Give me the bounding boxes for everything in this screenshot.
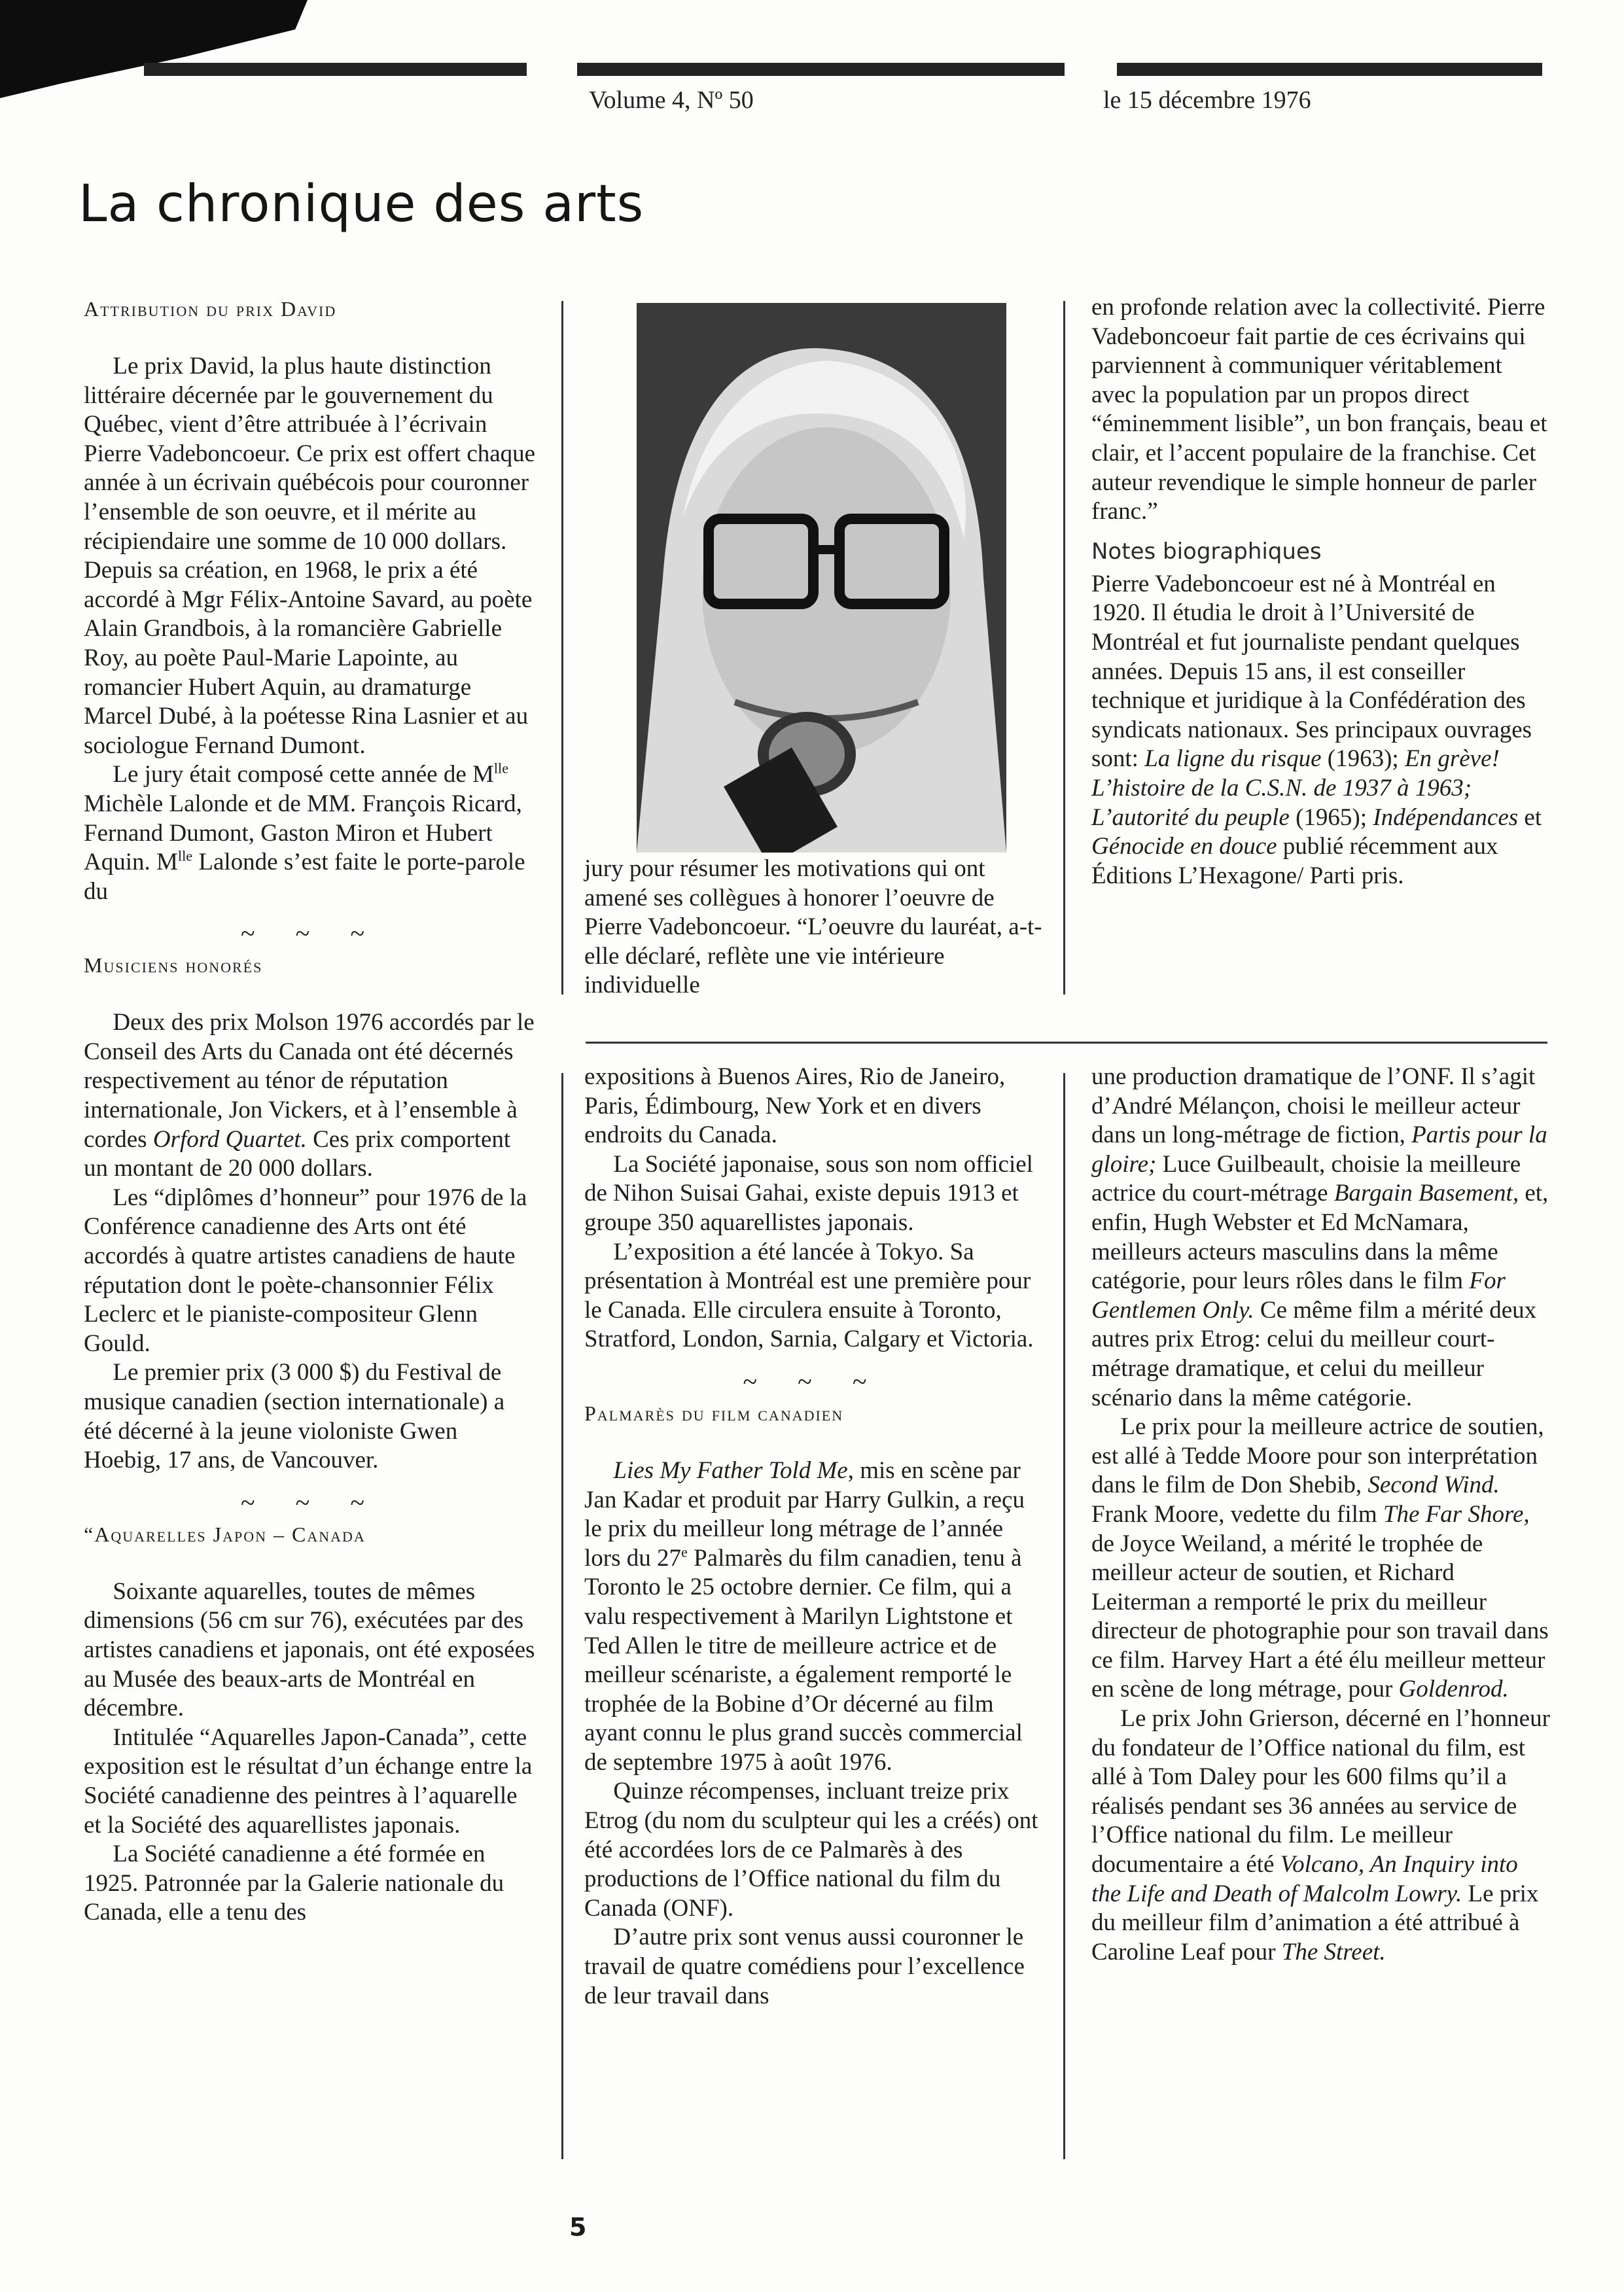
header-rule [144, 63, 527, 76]
section-heading: Palmarès du film canadien [584, 1401, 844, 1425]
page-number: 5 [569, 2213, 587, 2242]
column-divider [1063, 301, 1065, 995]
header-rule [577, 63, 1065, 76]
scan-corner-shadow [0, 0, 308, 98]
column-1 [84, 294, 538, 1928]
paragraph: L’exposition a été lancée à Tokyo. Sa présentation à Montréal est une première pour le Canada. Elle circulera ensuite à Toronto, Stratford, London, Sarnia, Calgary et Victoria. [584, 1238, 1034, 1353]
section-heading: “Aquarelles Japon – Canada [84, 1522, 366, 1546]
paragraph: D’autre prix sont venus aussi couronner le travail de quatre comédiens pour l’excellence de leur travail dans [584, 1924, 1025, 2009]
paragraph: Le prix John Grierson, décerné en l’honneur du fondateur de l’Office national du film, est allé à Tom Daley pour les 600 films qu’il a réalisés pendant ses 36 années au service de l’Office national du film. Le meilleur documentaire a été Volcano, An Inquiry into the Life and Death of Malcolm Lowry. Le prix du meilleur film d’animation a été attribué à Caroline Leaf pour The Street. [1091, 1705, 1550, 1966]
paragraph: une production dramatique de l’ONF. Il s’agit d’André Mélançon, choisi le meilleur acteur dans un long-métrage de fiction, Partis pour la gloire; Luce Guilbeault, choisie la meilleure actrice du court-métrage Bargain Basement, et, enfin, Hugh Webster et Ed McNamara, meilleurs acteurs masculins dans la même catégorie, pour leurs rôles dans le film For Gentlemen Only. Ce même film a mérité deux autres prix Etrog: celui du meilleur court-métrage dramatique, et celui du meilleur scénario dans la même catégorie. [1091, 1063, 1549, 1411]
section-ornament: ~ ~ ~ [241, 919, 381, 949]
section-divider [586, 1042, 1547, 1044]
paragraph: expositions à Buenos Aires, Rio de Janeiro, Paris, Édimbourg, New York et en divers endroits du Canada. [584, 1063, 1006, 1149]
column-divider [561, 301, 563, 995]
paragraph: Lies My Father Told Me, mis en scène par Jan Kadar et produit par Harry Gulkin, a reçu le prix du meilleur long métrage de l’année lors du 27e Palmarès du film canadien, tenu à Toronto le 25 octobre dernier. Ce film, qui a valu respectivement à Marilyn Lightstone et Ted Allen le titre de meilleure actrice et de meilleur scénariste, a également remporté le trophée de la Bobine d’Or décerné au film ayant connu le plus grand succès commercial de septembre 1975 à août 1976. [584, 1456, 1025, 1776]
paragraph: Intitulée “Aquarelles Japon-Canada”, cette exposition est le résultat d’un échange entre la Société canadienne des peintres à l’aquarelle et la Société des aquarellistes japonais. [84, 1723, 533, 1839]
paragraph: Quinze récompenses, incluant treize prix Etrog (du nom du sculpteur qui les a créés) ont été accordées lors de ce Palmarès à des productions de l’Office national du film du Canada (ONF). [584, 1778, 1038, 1922]
page-title: La chronique des arts [79, 175, 644, 234]
paragraph: en profonde relation avec la collectivité. Pierre Vadeboncoeur fait partie de ces écrivains qui parviennent à communiquer véritablement avec la population par un propos direct “éminemment lisible”, un bon français, beau et clair, et l’accent populaire de la franchise. Cet auteur revendique le simple honneur de parler franc.” [1091, 294, 1547, 525]
column-3-top [1091, 293, 1551, 890]
section-ornament: ~ ~ ~ [743, 1366, 884, 1396]
portrait-photo-icon [637, 303, 1006, 853]
column-divider [1063, 1073, 1065, 2159]
volume-number: Volume 4, Nº 50 [589, 86, 754, 114]
column-divider [561, 1073, 563, 2159]
section-ornament: ~ ~ ~ [241, 1487, 381, 1517]
header-rule [1117, 63, 1542, 76]
column-2-bottom [584, 1063, 1042, 2011]
issue-date: le 15 décembre 1976 [1103, 86, 1311, 114]
paragraph: jury pour résumer les motivations qui ont amené ses collègues à honorer l’oeuvre de Pierre Vadeboncoeur. “L’oeuvre du lauréat, a-t-elle déclaré, reflète une vie intérieure individuelle [584, 855, 1042, 999]
paragraph: Le prix David, la plus haute distinction littéraire décernée par le gouvernement du Québec, vient d’être attribuée à l’écrivain Pierre Vadeboncoeur. Ce prix est offert chaque année à un écrivain québécois pour couronner l’ensemble de son oeuvre, et il mérite au récipiendaire une somme de 10 000 dollars. Depuis sa création, en 1968, le prix a été accordé à Mgr Félix-Antoine Savard, au poète Alain Grandbois, à la romancière Gabrielle Roy, au poète Paul-Marie Lapointe, au romancier Hubert Aquin, au dramaturge Marcel Dubé, à la poétesse Rina Lasnier et au sociologue Fernand Dumont. [84, 353, 536, 759]
paragraph: Pierre Vadeboncoeur est né à Montréal en 1920. Il étudia le droit à l’Université de Montréal et fut journaliste pendant quelques années. Depuis 15 ans, il est conseiller technique et juridique à la Confédération des syndicats nationaux. Ses principaux ouvrages sont: La ligne du risque (1963); En grève! L’histoire de la C.S.N. de 1937 à 1963; L’autorité du peuple (1965); Indépendances et Génocide en douce publié récemment aux Éditions L’Hexagone/ Parti pris. [1091, 570, 1542, 889]
portrait-photo [637, 303, 1006, 853]
section-heading: Attribution du prix David [84, 297, 337, 321]
paragraph: Deux des prix Molson 1976 accordés par le Conseil des Arts du Canada ont été décernés respectivement au ténor de réputation internationale, Jon Vickers, et à l’ensemble à cordes Orford Quartet. Ces prix comportent un montant de 20 000 dollars. [84, 1009, 535, 1182]
section-heading: Notes biographiques [1091, 538, 1322, 565]
paragraph: Le premier prix (3 000 $) du Festival de musique canadien (section internationale) a été décerné à la jeune violoniste Gwen Hoebig, 17 ans, de Vancouver. [84, 1359, 505, 1474]
paragraph: Les “diplômes d’honneur” pour 1976 de la Conférence canadienne des Arts ont été accordés à quatre artistes canadiens de haute réputation dont le poète-chansonnier Félix Leclerc et le pianiste-compositeur Glenn Gould. [84, 1184, 527, 1357]
section-heading: Musiciens honorés [84, 953, 263, 978]
paragraph: La Société canadienne a été formée en 1925. Patronnée par la Galerie nationale du Canada, elle a tenu des [84, 1841, 504, 1926]
paragraph: Le prix pour la meilleure actrice de soutien, est allé à Tedde Moore pour son interprétation dans le film de Don Shebib, Second Wind. Frank Moore, vedette du film The Far Shore, de Joyce Weiland, a mérité le trophée de meilleur acteur de soutien, et Richard Leiterman a remporté le prix du meilleur directeur de photographie pour son travail dans ce film. Harvey Hart a été élu meilleur metteur en scène de long métrage, pour Goldenrod. [1091, 1413, 1549, 1703]
paragraph: La Société japonaise, sous son nom officiel de Nihon Suisai Gahai, existe depuis 1913 et groupe 350 aquarellistes japonais. [584, 1150, 1033, 1236]
column-3-bottom [1091, 1063, 1551, 1967]
paragraph: Le jury était composé cette année de $M^{lle}$ Michèle Lalonde et de MM. François Ricard, Fernand Dumont, Gaston Miron et Hubert Aquin. $M^{lle}$ Lalonde s’est faite le porte-parole du [84, 760, 525, 905]
column-2-top [584, 855, 1042, 1000]
paragraph: Soixante aquarelles, toutes de mêmes dimensions (56 cm sur 76), exécutées par des artistes canadiens et japonais, ont été exposées au Musée des beaux-arts de Montréal en décembre. [84, 1578, 535, 1722]
